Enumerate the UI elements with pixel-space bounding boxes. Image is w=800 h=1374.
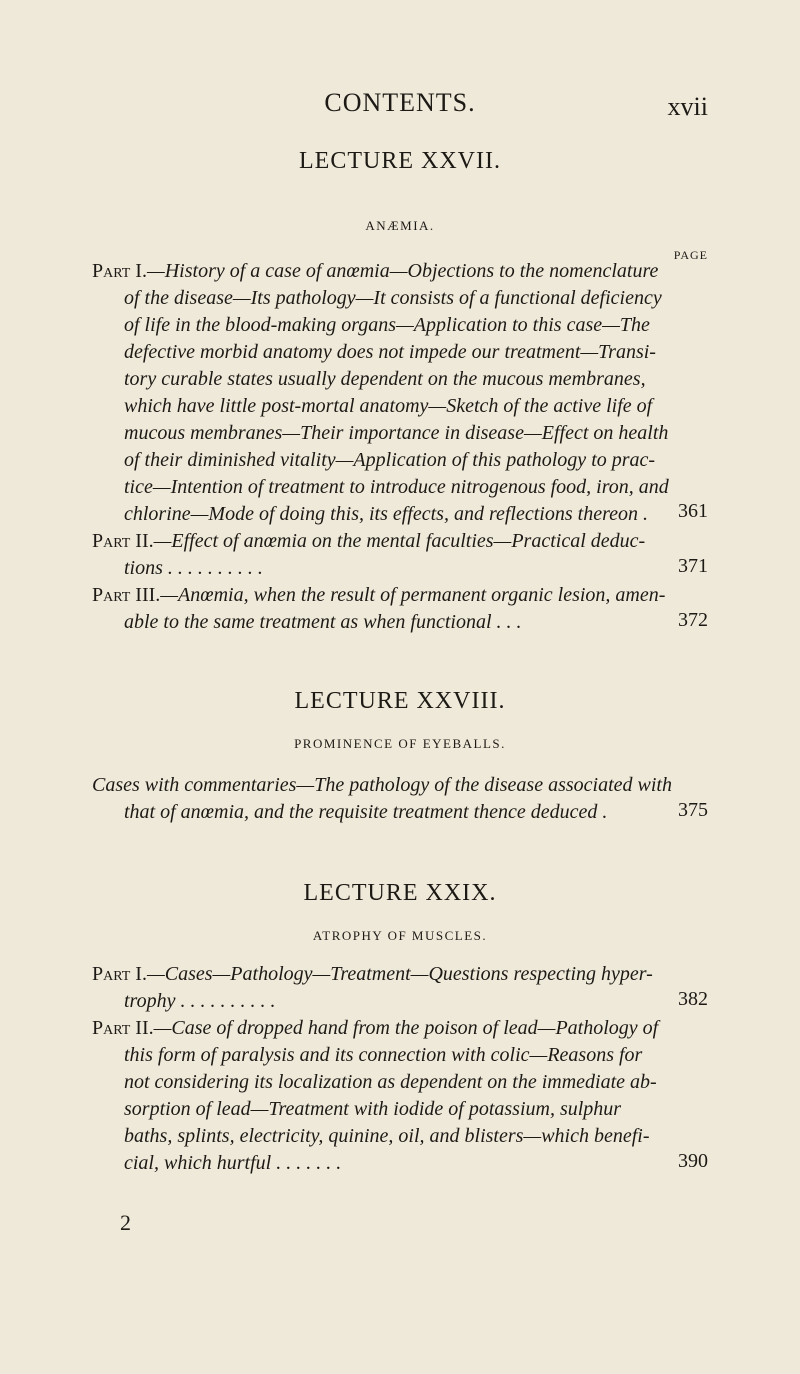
entry-line: that of anœmia, and the requisite treatment thence deduced . [124,801,608,823]
entry-line: mucous membranes—Their importance in disease—Effect on health [124,422,669,444]
entry-line: sorption of lead—Treatment with iodide of potassium, sulphur [124,1098,622,1120]
entry-line: able to the same treatment as when functional . . . [124,611,522,633]
running-head [0,88,800,128]
lecture-subject: ANÆMIA. [365,218,435,233]
page-number: xvii [667,92,708,121]
entry-page-number: 371 [678,555,708,577]
entry-line: trophy . . . . . . . . . . [124,990,276,1012]
toc-entry [92,258,669,528]
page-column-label: PAGE [673,248,708,262]
entry-line: cial, which hurtful . . . . . . . [124,1152,342,1174]
entry-line: tory curable states usually dependent on the mucous membranes, [124,368,646,390]
part-label: Part II. [92,530,154,552]
lecture-title: LECTURE XXVIII. [294,688,506,714]
toc-entry [92,582,666,636]
part-label: Part I. [92,963,147,985]
entry-line: which have little post-mortal anatomy—Sketch of the active life of [124,395,653,417]
entry-line: —History of a case of anœmia—Objections to the nomenclature [146,260,659,282]
entry-page-number: 361 [678,500,708,522]
entry-line: —Anœmia, when the result of permanent organic lesion, amen- [160,584,666,606]
entry-page-number: 390 [678,1150,708,1172]
entry-line: tions . . . . . . . . . . [124,557,263,579]
entry-line: —Effect of anœmia on the mental faculties—Practical deduc- [153,530,646,552]
signature-mark: 2 [120,1210,131,1235]
entry-line: chlorine—Mode of doing this, its effects, and reflections thereon . [124,503,648,525]
entry-line: of life in the blood-making organs—Application to this case—The [124,314,650,336]
toc-entry [92,772,672,826]
entry-line: —Cases—Pathology—Treatment—Questions respecting hyper- [146,963,653,985]
running-title: CONTENTS. [324,88,476,117]
entry-page-number: 375 [678,799,708,821]
entry-line: —Case of dropped hand from the poison of lead—Pathology of [153,1017,659,1039]
toc-entry [92,1015,659,1177]
lecture-subject: PROMINENCE OF EYEBALLS. [294,736,506,751]
entry-page-number: 372 [678,609,708,631]
lecture-title: LECTURE XXIX. [303,880,497,906]
lecture-subject: ATROPHY OF MUSCLES. [312,928,488,943]
entry-line: of their diminished vitality—Application of this pathology to prac- [124,449,656,471]
entry-line: this form of paralysis and its connection with colic—Reasons for [124,1044,643,1066]
part-label: Part III. [92,584,161,606]
lecture-title: LECTURE XXVII. [299,148,501,174]
entry-line: Cases with commentaries—The pathology of the disease associated with [92,774,672,796]
part-label: Part I. [92,260,147,282]
entry-line: not considering its localization as dependent on the immediate ab- [124,1071,657,1093]
entry-line: defective morbid anatomy does not impede our treatment—Transi- [124,341,656,363]
part-label: Part II. [92,1017,154,1039]
entry-line: baths, splints, electricity, quinine, oil, and blisters—which benefi- [124,1125,650,1147]
toc-entry [92,961,652,1015]
entry-page-number: 382 [678,988,708,1010]
entry-line: tice—Intention of treatment to introduce nitrogenous food, iron, and [124,476,669,498]
toc-entry [92,528,652,582]
entry-line: of the disease—Its pathology—It consists of a functional deficiency [124,287,662,309]
